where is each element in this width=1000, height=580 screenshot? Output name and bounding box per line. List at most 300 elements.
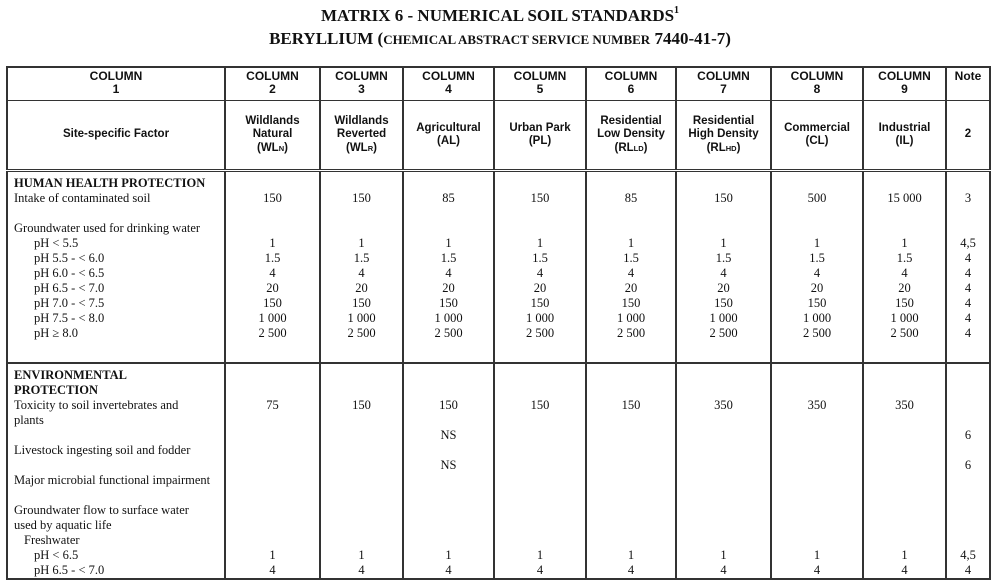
value-column-6 — [586, 363, 676, 579]
column-header-8 — [771, 67, 863, 101]
column-abbreviation — [677, 142, 770, 156]
standard-value — [321, 221, 402, 236]
column-label-6 — [586, 101, 676, 171]
section-heading: PROTECTION — [14, 383, 99, 397]
factor-label: used by aquatic life — [14, 518, 112, 532]
spacer — [677, 368, 770, 383]
divider-cell — [225, 356, 320, 363]
column-label-line: 2 — [964, 128, 972, 141]
divider-cell — [771, 356, 863, 363]
column-header-title: COLUMN — [878, 69, 931, 83]
standard-value: 1 — [358, 236, 365, 250]
standard-value: 150 — [530, 398, 550, 412]
standard-value: 1.5 — [440, 251, 457, 265]
abbreviation-close: ) — [736, 141, 741, 154]
title-text: MATRIX 6 - NUMERICAL SOIL STANDARDS — [320, 6, 675, 25]
column-abbreviation — [772, 135, 862, 149]
note-ref: 4,5 — [960, 236, 976, 250]
factor-label: Groundwater flow to surface water — [14, 503, 189, 517]
standard-value — [864, 458, 945, 473]
standard-value: 1.5 — [532, 251, 548, 265]
standard-value — [495, 428, 585, 443]
factor-column — [7, 171, 225, 357]
spacer — [947, 341, 989, 356]
standard-value: NS — [440, 428, 457, 442]
spacer — [677, 341, 770, 356]
column-header-5 — [494, 67, 586, 101]
column-header-title: COLUMN — [513, 69, 567, 83]
spacer — [404, 368, 493, 383]
divider-cell — [320, 356, 403, 363]
standard-value: 20 — [442, 281, 455, 295]
standard-value: 4 — [445, 563, 452, 577]
standard-value: 150 — [714, 191, 733, 205]
spacer — [677, 176, 770, 191]
standard-value — [495, 488, 585, 503]
value-column-7 — [676, 171, 771, 357]
standard-value: 1 — [720, 548, 727, 562]
standard-value — [404, 533, 493, 548]
standard-value — [677, 503, 770, 518]
spacer — [864, 341, 945, 356]
column-header-number: 7 — [720, 82, 727, 96]
standard-value: 20 — [533, 281, 547, 295]
standard-value — [226, 413, 319, 428]
standard-value — [677, 518, 770, 533]
note-ref — [947, 488, 989, 503]
column-header-number: 1 — [112, 82, 120, 96]
standard-value — [864, 533, 945, 548]
standard-value: NS — [440, 458, 457, 472]
column-header-2 — [225, 67, 320, 101]
standard-value — [587, 413, 675, 428]
standard-value — [404, 488, 493, 503]
standard-value: 1 000 — [802, 311, 832, 325]
factor-label: Major microbial functional impairment — [14, 473, 211, 487]
standard-value — [226, 206, 319, 221]
standard-value — [864, 413, 945, 428]
standard-value — [864, 221, 945, 236]
note-ref: 4,5 — [960, 548, 976, 562]
standard-value — [321, 458, 402, 473]
abbreviation-text: (WL — [346, 141, 368, 154]
section-divider — [7, 356, 990, 363]
spacer — [14, 341, 224, 356]
standard-value: 150 — [530, 191, 550, 205]
standard-value: 1 — [813, 236, 821, 250]
abbreviation-text: (RL — [614, 141, 634, 154]
standard-value: 1.5 — [715, 251, 732, 265]
spacer — [587, 176, 675, 191]
standard-value: 4 — [627, 563, 635, 577]
column-label-line: Wildlands — [334, 114, 389, 127]
standard-value: 1 000 — [709, 311, 738, 325]
note-ref: 4 — [964, 266, 972, 280]
standard-value — [321, 428, 402, 443]
standard-value: 2 500 — [525, 326, 555, 340]
standard-value: 1 — [627, 548, 635, 562]
column-header-title: COLUMN — [422, 69, 475, 83]
standard-value — [226, 533, 319, 548]
standard-value — [226, 458, 319, 473]
value-column-5 — [494, 363, 586, 579]
column-label-8 — [771, 101, 863, 171]
standard-value — [404, 206, 493, 221]
column-label-10 — [946, 101, 990, 171]
abbreviation-close: ) — [373, 141, 377, 154]
column-header-1 — [7, 67, 225, 101]
column-header-title: COLUMN — [89, 69, 143, 83]
standard-value: 15 000 — [887, 191, 922, 205]
column-header-4 — [403, 67, 494, 101]
column-label-5 — [494, 101, 586, 171]
factor-label: pH 6.5 - < 7.0 — [34, 281, 105, 295]
spacer — [677, 383, 770, 398]
column-header-number: 6 — [627, 82, 635, 96]
standard-value — [772, 443, 862, 458]
standard-value: 4 — [901, 266, 908, 280]
standard-value — [772, 518, 862, 533]
column-abbreviation — [321, 142, 402, 156]
column-label-line: Reverted — [336, 128, 387, 141]
factor-label — [14, 206, 224, 221]
standard-value — [321, 206, 402, 221]
divider-cell — [403, 356, 494, 363]
factor-label — [14, 458, 224, 473]
standard-value — [321, 473, 402, 488]
standard-value — [864, 518, 945, 533]
spacer — [947, 176, 989, 191]
column-header-number: 9 — [901, 82, 908, 96]
standard-value — [864, 503, 945, 518]
value-column-9 — [863, 363, 946, 579]
divider-cell — [863, 356, 946, 363]
note-ref — [947, 398, 989, 413]
factor-label — [14, 488, 224, 503]
note-ref — [947, 206, 989, 221]
factor-label: pH < 5.5 — [34, 236, 79, 250]
standard-value — [226, 518, 319, 533]
standard-value: 150 — [263, 296, 282, 310]
standard-value: 1 — [358, 548, 365, 562]
value-column-4 — [403, 363, 494, 579]
factor-label: pH 6.0 - < 6.5 — [34, 266, 105, 280]
standard-value — [864, 428, 945, 443]
spacer — [226, 176, 319, 191]
column-label-header-row — [7, 101, 990, 171]
standard-value: 4 — [536, 563, 544, 577]
section-heading: ENVIRONMENTAL — [14, 368, 127, 382]
factor-label: Groundwater used for drinking water — [14, 221, 201, 235]
value-column-5 — [494, 171, 586, 357]
column-label-3 — [320, 101, 403, 171]
standard-value: 20 — [624, 281, 638, 295]
standard-value: 150 — [263, 191, 282, 205]
standard-value — [772, 428, 862, 443]
column-header-title: COLUMN — [604, 69, 658, 83]
note-column — [946, 363, 990, 579]
standard-value: 150 — [807, 296, 827, 310]
column-label-line: Low Density — [597, 128, 665, 141]
note-ref: 6 — [964, 458, 972, 472]
factor-label: pH 6.5 - < 7.0 — [34, 563, 105, 577]
standard-value — [495, 458, 585, 473]
standard-value: 4 — [269, 266, 276, 280]
column-label-2 — [225, 101, 320, 171]
spacer — [226, 341, 319, 356]
column-header-number: 5 — [536, 82, 544, 96]
abbreviation-text: (RL — [706, 141, 726, 154]
note-ref: 4 — [964, 281, 972, 295]
standard-value: 1 — [901, 548, 908, 562]
standard-value — [587, 533, 675, 548]
standard-value: 150 — [352, 191, 371, 205]
standard-value — [587, 458, 675, 473]
standard-value: 1.5 — [809, 251, 825, 265]
standard-value — [226, 503, 319, 518]
standard-value — [404, 413, 493, 428]
standard-value — [404, 503, 493, 518]
column-number-header-row — [7, 67, 990, 101]
factor-label: pH 7.5 - < 8.0 — [34, 311, 105, 325]
standard-value — [321, 413, 402, 428]
standard-value — [772, 533, 862, 548]
standard-value — [587, 488, 675, 503]
standard-value: 150 — [714, 296, 733, 310]
abbreviation-subscript: R — [367, 143, 374, 153]
column-abbreviation — [495, 135, 585, 149]
column-abbreviation — [226, 142, 319, 156]
standard-value: 2 500 — [616, 326, 646, 340]
subtitle-element: BERYLLIUM ( — [269, 29, 384, 48]
column-header-3 — [320, 67, 403, 101]
standard-value: 1.5 — [896, 251, 913, 265]
standard-value — [772, 458, 862, 473]
standard-value: 150 — [439, 398, 458, 412]
column-header-title: Note — [954, 69, 982, 83]
column-abbreviation — [864, 135, 945, 149]
standard-value: 350 — [714, 398, 733, 412]
standard-value: 1 000 — [525, 311, 555, 325]
value-column-3 — [320, 363, 403, 579]
factor-label: pH 5.5 - < 6.0 — [34, 251, 105, 265]
standard-value: 2 500 — [709, 326, 738, 340]
standard-value — [772, 206, 862, 221]
spacer — [772, 383, 862, 398]
standard-value: 1 — [269, 548, 276, 562]
standard-value — [495, 221, 585, 236]
standard-value: 1 — [445, 236, 452, 250]
standard-value — [404, 473, 493, 488]
column-label-7 — [676, 101, 771, 171]
divider-cell — [494, 356, 586, 363]
standard-value — [677, 488, 770, 503]
standard-value: 4 — [720, 266, 727, 280]
column-label-1 — [7, 101, 225, 171]
note-ref: 4 — [964, 563, 972, 577]
standard-value: 150 — [439, 296, 458, 310]
standard-value: 1 000 — [434, 311, 463, 325]
standard-value: 1 — [901, 236, 908, 250]
column-label-line: Natural — [252, 128, 293, 141]
abbreviation-text: (CL) — [805, 135, 829, 147]
footnote-marker: 1 — [674, 5, 680, 16]
standard-value: 85 — [624, 191, 638, 205]
standard-value — [226, 473, 319, 488]
value-column-2 — [225, 171, 320, 357]
spacer — [495, 383, 585, 398]
value-column-4 — [403, 171, 494, 357]
note-ref: 3 — [964, 191, 972, 205]
document-subtitle — [0, 29, 1000, 49]
standard-value — [226, 428, 319, 443]
standard-value: 4 — [901, 563, 908, 577]
column-header-title: COLUMN — [246, 69, 299, 83]
column-label-line: Agricultural — [416, 121, 481, 134]
abbreviation-text: (WL — [257, 141, 279, 154]
standard-value: 1.5 — [623, 251, 639, 265]
note-ref — [947, 518, 989, 533]
column-abbreviation — [404, 135, 493, 149]
spacer — [226, 383, 319, 398]
standard-value — [677, 413, 770, 428]
standard-value — [677, 428, 770, 443]
column-label-4 — [403, 101, 494, 171]
spacer — [495, 176, 585, 191]
column-label-line: Wildlands — [245, 114, 300, 127]
spacer — [587, 341, 675, 356]
standard-value — [772, 488, 862, 503]
standard-value: 4 — [720, 563, 727, 577]
column-label-line: Industrial — [878, 121, 931, 134]
column-header-number: 3 — [358, 82, 365, 96]
standard-value — [404, 221, 493, 236]
spacer — [321, 368, 402, 383]
standard-value — [495, 413, 585, 428]
spacer — [495, 341, 585, 356]
abbreviation-text: (AL) — [437, 135, 460, 147]
standard-value: 350 — [807, 398, 827, 412]
standard-value: 85 — [442, 191, 455, 205]
note-ref: 4 — [964, 311, 972, 325]
standard-value: 4 — [627, 266, 635, 280]
factor-label: Intake of contaminated soil — [14, 191, 151, 205]
factor-label: pH ≥ 8.0 — [34, 326, 79, 340]
factor-label: plants — [14, 413, 44, 427]
column-label-line: Site-specific Factor — [62, 128, 170, 141]
factor-column — [7, 363, 225, 579]
note-column — [946, 171, 990, 357]
standard-value: 1 — [627, 236, 635, 250]
standard-value: 4 — [358, 563, 365, 577]
standard-value — [495, 443, 585, 458]
standard-value — [321, 533, 402, 548]
factor-label: Toxicity to soil invertebrates and — [14, 398, 179, 412]
standard-value: 1.5 — [353, 251, 370, 265]
column-header-title: COLUMN — [697, 69, 750, 83]
note-ref: 4 — [964, 251, 972, 265]
standard-value: 1 000 — [890, 311, 919, 325]
spacer — [226, 368, 319, 383]
abbreviation-text: (PL) — [528, 135, 552, 147]
standard-value: 150 — [530, 296, 550, 310]
spacer — [587, 383, 675, 398]
column-header-6 — [586, 67, 676, 101]
spacer — [947, 383, 989, 398]
standard-value: 150 — [621, 296, 641, 310]
note-ref: 6 — [964, 428, 972, 442]
column-abbreviation — [587, 142, 675, 156]
factor-label: Freshwater — [24, 533, 80, 547]
standard-value — [321, 503, 402, 518]
note-ref: 4 — [964, 326, 972, 340]
standard-value: 20 — [898, 281, 911, 295]
standard-value — [226, 488, 319, 503]
standard-value: 4 — [445, 266, 452, 280]
standard-value — [404, 443, 493, 458]
standard-value: 20 — [355, 281, 368, 295]
standard-value: 20 — [810, 281, 824, 295]
abbreviation-subscript: HD — [725, 143, 737, 153]
section-1 — [7, 171, 990, 357]
spacer — [404, 341, 493, 356]
standard-value — [495, 473, 585, 488]
standard-value: 500 — [807, 191, 827, 205]
standard-value — [587, 473, 675, 488]
spacer — [772, 176, 862, 191]
factor-label: pH 7.0 - < 7.5 — [34, 296, 105, 310]
abbreviation-text: (IL) — [895, 135, 914, 147]
standard-value: 350 — [895, 398, 914, 412]
standard-value: 1 — [536, 236, 544, 250]
soil-standards-table — [6, 66, 991, 580]
standard-value — [677, 206, 770, 221]
standard-value: 1 000 — [258, 311, 287, 325]
note-ref — [947, 533, 989, 548]
document-title — [0, 6, 1000, 26]
column-label-line: Commercial — [784, 121, 850, 134]
standard-value — [587, 221, 675, 236]
divider-cell — [7, 356, 225, 363]
abbreviation-close: ) — [284, 141, 288, 154]
standard-value — [677, 221, 770, 236]
spacer — [321, 176, 402, 191]
note-ref — [947, 503, 989, 518]
divider-cell — [586, 356, 676, 363]
column-header-title: COLUMN — [790, 69, 844, 83]
factor-label — [14, 428, 224, 443]
standard-value — [321, 488, 402, 503]
standard-value — [864, 443, 945, 458]
note-ref — [947, 473, 989, 488]
note-ref — [947, 443, 989, 458]
standard-value — [587, 206, 675, 221]
value-column-9 — [863, 171, 946, 357]
standard-value: 1 000 — [347, 311, 376, 325]
section-heading: HUMAN HEALTH PROTECTION — [14, 176, 206, 190]
standard-value — [587, 503, 675, 518]
standard-value: 20 — [717, 281, 730, 295]
standard-value — [772, 413, 862, 428]
standard-value: 2 500 — [802, 326, 832, 340]
standard-value: 1 — [720, 236, 727, 250]
standard-value: 4 — [269, 563, 276, 577]
standard-value: 150 — [895, 296, 914, 310]
spacer — [587, 368, 675, 383]
note-ref — [947, 413, 989, 428]
standard-value — [321, 518, 402, 533]
standard-value: 1 — [445, 548, 452, 562]
